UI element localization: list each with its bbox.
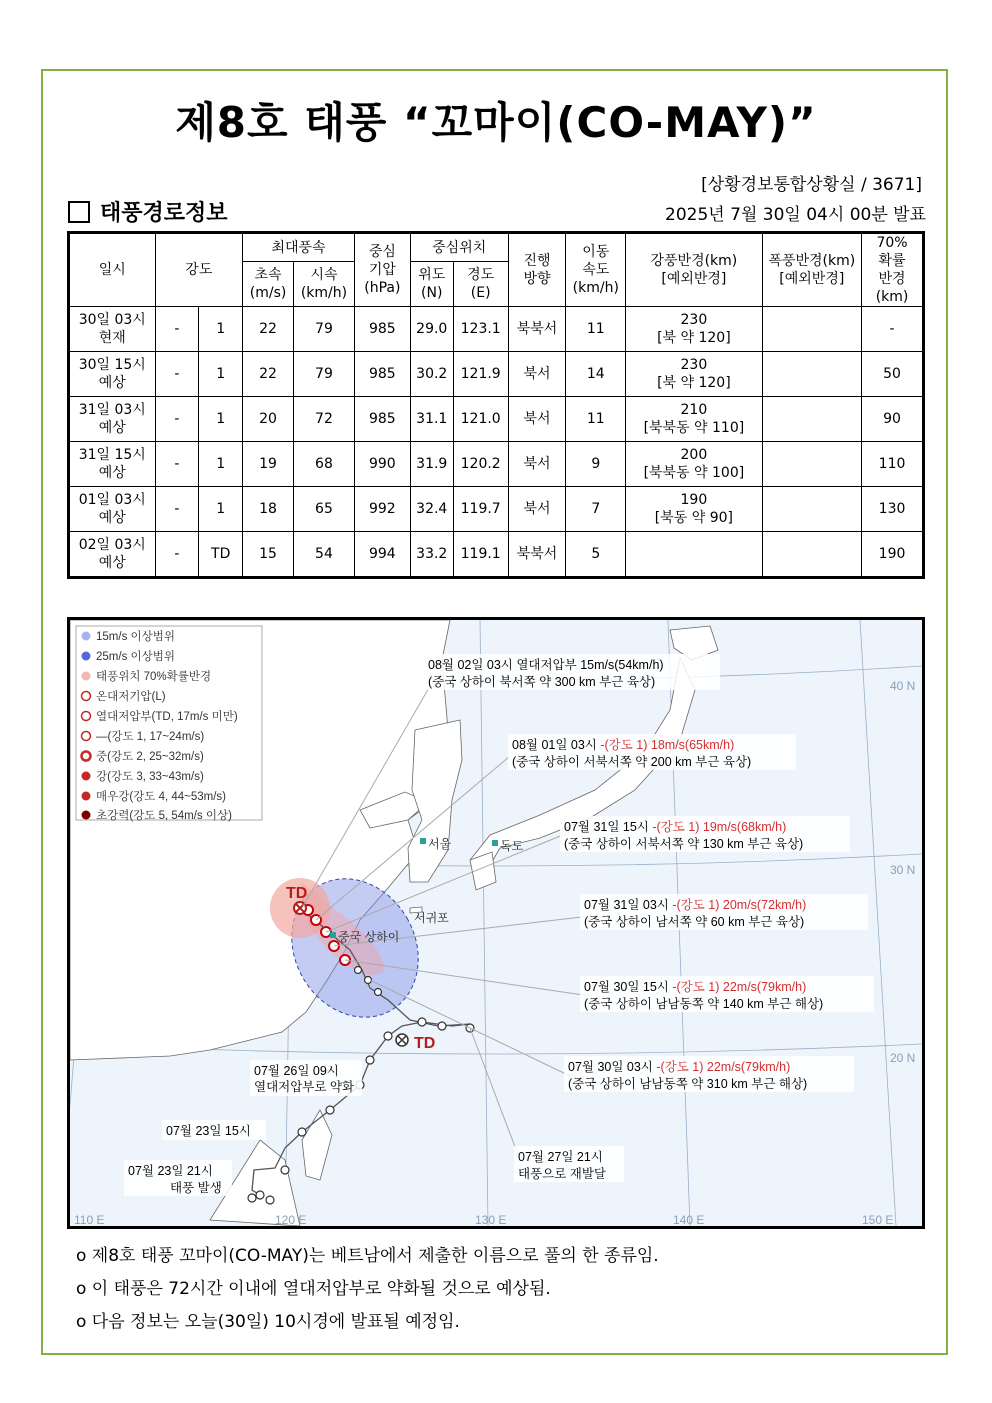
- cell-lon: 119.1: [453, 532, 508, 578]
- svg-text:열대저압부로 약화: 열대저압부로 약화: [254, 1080, 355, 1094]
- cell-gale: [626, 532, 762, 578]
- header-kmh: 시속 (km/h): [294, 262, 355, 307]
- cell-dir: 북북서: [508, 532, 566, 578]
- cell-lon: 120.2: [453, 442, 508, 487]
- svg-text:(중국 상하이 남남동쪽 약 140 km 부근 해상): (중국 상하이 남남동쪽 약 140 km 부근 해상): [584, 997, 824, 1011]
- svg-text:07월 31일 03시 -(강도 1) 20m/s(72km: 07월 31일 03시 -(강도 1) 20m/s(72km/h): [584, 898, 807, 912]
- cell-size: -: [155, 352, 199, 397]
- header-ms: 초속 (m/s): [243, 262, 294, 307]
- cell-grade: 1: [199, 352, 243, 397]
- lat-label-20: 20 N: [890, 1051, 916, 1065]
- cell-prob: 190: [862, 532, 924, 578]
- cell-ms: 22: [243, 352, 294, 397]
- annotation-1: [508, 734, 796, 770]
- cell-prob: 90: [862, 397, 924, 442]
- cell-ms: 18: [243, 487, 294, 532]
- page-title: 제8호 태풍 “꼬마이(CO-MAY)”: [175, 98, 817, 147]
- legend-6: 중(강도 2, 25~32m/s): [96, 751, 204, 763]
- legend-4: 열대저압부(TD, 17m/s 미만): [96, 711, 238, 723]
- header-position: 중심위치: [410, 233, 508, 262]
- map-legend: [76, 626, 262, 822]
- svg-text:태풍 발생: 태풍 발생: [170, 1181, 222, 1195]
- cell-time: 01일 03시 예상: [69, 487, 156, 532]
- place-dokdo: 독도: [500, 839, 524, 853]
- legend-7: 강(강도 3, 33~43m/s): [96, 771, 204, 783]
- header-storm-radius: 폭풍반경(km) [예외반경]: [762, 233, 862, 307]
- svg-text:(중국 상하이 북서쪽 약 300 km 부근 육상): (중국 상하이 북서쪽 약 300 km 부근 육상): [428, 675, 656, 689]
- cell-grade: 1: [199, 442, 243, 487]
- cell-ms: 15: [243, 532, 294, 578]
- svg-text:태풍으로 재발달: 태풍으로 재발달: [518, 1167, 606, 1181]
- past-note-3: [514, 1146, 624, 1182]
- lat-label-30: 30 N: [890, 863, 916, 877]
- legend-5: —(강도 1, 17~24m/s): [96, 731, 205, 743]
- cell-speed: 11: [566, 307, 626, 352]
- header-lon: 경도 (E): [453, 262, 508, 307]
- lon-label-150: 150 E: [862, 1213, 894, 1226]
- cell-lon: 119.7: [453, 487, 508, 532]
- header-maxwind: 최대풍속: [243, 233, 355, 262]
- header-pressure: 중심 기압 (hPa): [354, 233, 410, 307]
- past-note-2: [124, 1160, 232, 1196]
- legend-9: 초강력(강도 5, 54m/s 이상): [96, 810, 232, 822]
- cell-size: -: [155, 307, 199, 352]
- cell-time: 30일 15시 예상: [69, 352, 156, 397]
- office-label: [상황경보통합상황실 / 3671]: [701, 175, 922, 195]
- cell-dir: 북서: [508, 487, 566, 532]
- notes-list: [76, 1240, 659, 1339]
- cell-speed: 7: [566, 487, 626, 532]
- cell-speed: 9: [566, 442, 626, 487]
- svg-text:07월 27일 21시: 07월 27일 21시: [518, 1150, 603, 1164]
- cell-lat: 30.2: [410, 352, 453, 397]
- legend-0: 15m/s 이상범위: [96, 631, 175, 643]
- cell-kmh: 79: [294, 352, 355, 397]
- svg-text:(중국 상하이 서북서쪽 약 200 km 부근 육상): (중국 상하이 서북서쪽 약 200 km 부근 육상): [512, 755, 752, 769]
- cell-size: -: [155, 532, 199, 578]
- svg-text:(중국 상하이 남서쪽 약 60 km 부근 육상): (중국 상하이 남서쪽 약 60 km 부근 육상): [584, 915, 805, 929]
- lon-label-120: 120 E: [275, 1213, 307, 1226]
- annotation-4: [580, 976, 874, 1012]
- legend-3: 온대저기압(L): [96, 691, 166, 703]
- cell-prob: 110: [862, 442, 924, 487]
- annotation-5: [564, 1056, 854, 1092]
- cell-speed: 14: [566, 352, 626, 397]
- cell-lat: 33.2: [410, 532, 453, 578]
- cell-dir: 북서: [508, 352, 566, 397]
- cell-storm: [762, 442, 862, 487]
- table-row: [69, 307, 924, 352]
- table-row: [69, 352, 924, 397]
- annotation-0: [424, 654, 720, 690]
- lat-label-40: 40 N: [890, 679, 916, 693]
- place-seogwipo: 서귀포: [414, 911, 449, 925]
- legend-2: 태풍위치 70%확률반경: [96, 671, 212, 683]
- past-note-0: [250, 1060, 362, 1096]
- header-speed: 이동 속도 (km/h): [566, 233, 626, 307]
- cell-hpa: 990: [354, 442, 410, 487]
- svg-text:07월 30일 03시 -(강도 1) 22m/s(79km: 07월 30일 03시 -(강도 1) 22m/s(79km/h): [568, 1060, 791, 1074]
- issued-time: 2025년 7월 30일 04시 00분 발표: [665, 205, 926, 225]
- cell-kmh: 68: [294, 442, 355, 487]
- annotation-3: [580, 894, 868, 930]
- cell-kmh: 65: [294, 487, 355, 532]
- cell-gale: 230 [북 약 120]: [626, 307, 762, 352]
- map-svg: [70, 620, 922, 1226]
- cell-dir: 북서: [508, 442, 566, 487]
- cell-prob: 50: [862, 352, 924, 397]
- section-heading: [68, 196, 228, 227]
- cell-time: 31일 15시 예상: [69, 442, 156, 487]
- table-row: [69, 397, 924, 442]
- svg-text:07월 23일 15시: 07월 23일 15시: [166, 1124, 251, 1138]
- header-intensity: 강도: [155, 233, 243, 307]
- cell-hpa: 994: [354, 532, 410, 578]
- svg-text:07월 23일 21시: 07월 23일 21시: [128, 1164, 213, 1178]
- svg-text:(중국 상하이 남남동쪽 약 310 km 부근 해상): (중국 상하이 남남동쪽 약 310 km 부근 해상): [568, 1077, 808, 1091]
- svg-text:08월 01일 03시 -(강도 1) 18m/s(65km: 08월 01일 03시 -(강도 1) 18m/s(65km/h): [512, 738, 735, 752]
- lon-label-110: 110 E: [74, 1213, 105, 1226]
- cell-hpa: 985: [354, 307, 410, 352]
- section-title: 태풍경로정보: [100, 201, 228, 226]
- annotation-2: [560, 816, 850, 852]
- cell-time: 31일 03시 예상: [69, 397, 156, 442]
- cell-lon: 123.1: [453, 307, 508, 352]
- cell-hpa: 985: [354, 397, 410, 442]
- cell-hpa: 985: [354, 352, 410, 397]
- cell-grade: TD: [199, 532, 243, 578]
- cell-storm: [762, 307, 862, 352]
- checkbox-icon: [68, 201, 90, 223]
- cell-lat: 32.4: [410, 487, 453, 532]
- cell-lat: 29.0: [410, 307, 453, 352]
- cell-size: -: [155, 487, 199, 532]
- cell-dir: 북북서: [508, 307, 566, 352]
- cell-ms: 20: [243, 397, 294, 442]
- note-item: o 제8호 태풍 꼬마이(CO-MAY)는 베트남에서 제출한 이름으로 풀의 한 종류임.: [76, 1246, 659, 1266]
- cell-time: 30일 03시 현재: [69, 307, 156, 352]
- note-item: o 이 태풍은 72시간 이내에 열대저압부로 약화될 것으로 예상됨.: [76, 1279, 551, 1299]
- cell-ms: 19: [243, 442, 294, 487]
- place-shanghai: 중국 상하이: [338, 930, 400, 944]
- cell-storm: [762, 352, 862, 397]
- cell-prob: -: [862, 307, 924, 352]
- cell-prob: 130: [862, 487, 924, 532]
- table-row: [69, 487, 924, 532]
- header-prob-radius: 70% 확률 반경 (km): [862, 233, 924, 307]
- typhoon-track-table: [67, 231, 925, 579]
- cell-gale: 200 [북북동 약 100]: [626, 442, 762, 487]
- cell-lon: 121.0: [453, 397, 508, 442]
- cell-storm: [762, 397, 862, 442]
- svg-text:08월 02일 03시 열대저압부 15m/s(54km/h: 08월 02일 03시 열대저압부 15m/s(54km/h): [428, 658, 664, 672]
- cell-time: 02일 03시 예상: [69, 532, 156, 578]
- cell-gale: 190 [북동 약 90]: [626, 487, 762, 532]
- cell-gale: 230 [북 약 120]: [626, 352, 762, 397]
- header-time: 일시: [69, 233, 156, 307]
- lon-label-130: 130 E: [475, 1213, 507, 1226]
- header-gale-radius: 강풍반경(km) [예외반경]: [626, 233, 762, 307]
- td-label-forecast: TD: [286, 885, 308, 902]
- cell-dir: 북서: [508, 397, 566, 442]
- cell-kmh: 79: [294, 307, 355, 352]
- svg-text:(중국 상하이 서북서쪽 약 130 km 부근 육상): (중국 상하이 서북서쪽 약 130 km 부근 육상): [564, 837, 804, 851]
- cell-lat: 31.1: [410, 397, 453, 442]
- cell-size: -: [155, 442, 199, 487]
- cell-grade: 1: [199, 307, 243, 352]
- svg-text:07월 26일 09시: 07월 26일 09시: [254, 1064, 339, 1078]
- cell-kmh: 54: [294, 532, 355, 578]
- past-note-1: [162, 1120, 266, 1140]
- svg-text:07월 30일 15시 -(강도 1) 22m/s(79km: 07월 30일 15시 -(강도 1) 22m/s(79km/h): [584, 980, 807, 994]
- table-row: [69, 532, 924, 578]
- cell-grade: 1: [199, 487, 243, 532]
- svg-text:07월 31일 15시 -(강도 1) 19m/s(68km: 07월 31일 15시 -(강도 1) 19m/s(68km/h): [564, 820, 787, 834]
- cell-speed: 5: [566, 532, 626, 578]
- cell-lon: 121.9: [453, 352, 508, 397]
- cell-gale: 210 [북북동 약 110]: [626, 397, 762, 442]
- cell-speed: 11: [566, 397, 626, 442]
- lon-label-140: 140 E: [673, 1213, 705, 1226]
- legend-8: 매우강(강도 4, 44~53m/s): [96, 791, 227, 803]
- header-lat: 위도 (N): [410, 262, 453, 307]
- legend-1: 25m/s 이상범위: [96, 651, 175, 663]
- note-item: o 다음 정보는 오늘(30일) 10시경에 발표될 예정임.: [76, 1312, 460, 1332]
- cell-storm: [762, 532, 862, 578]
- cell-kmh: 72: [294, 397, 355, 442]
- typhoon-track-map: [67, 617, 925, 1229]
- place-seoul: 서울: [428, 837, 452, 851]
- cell-lat: 31.9: [410, 442, 453, 487]
- header-direction: 진행 방향: [508, 233, 566, 307]
- cell-size: -: [155, 397, 199, 442]
- table-row: [69, 442, 924, 487]
- cell-hpa: 992: [354, 487, 410, 532]
- cell-storm: [762, 487, 862, 532]
- td-past-marker: [396, 1034, 408, 1046]
- td-label-past: TD: [414, 1035, 436, 1052]
- cell-ms: 22: [243, 307, 294, 352]
- cell-grade: 1: [199, 397, 243, 442]
